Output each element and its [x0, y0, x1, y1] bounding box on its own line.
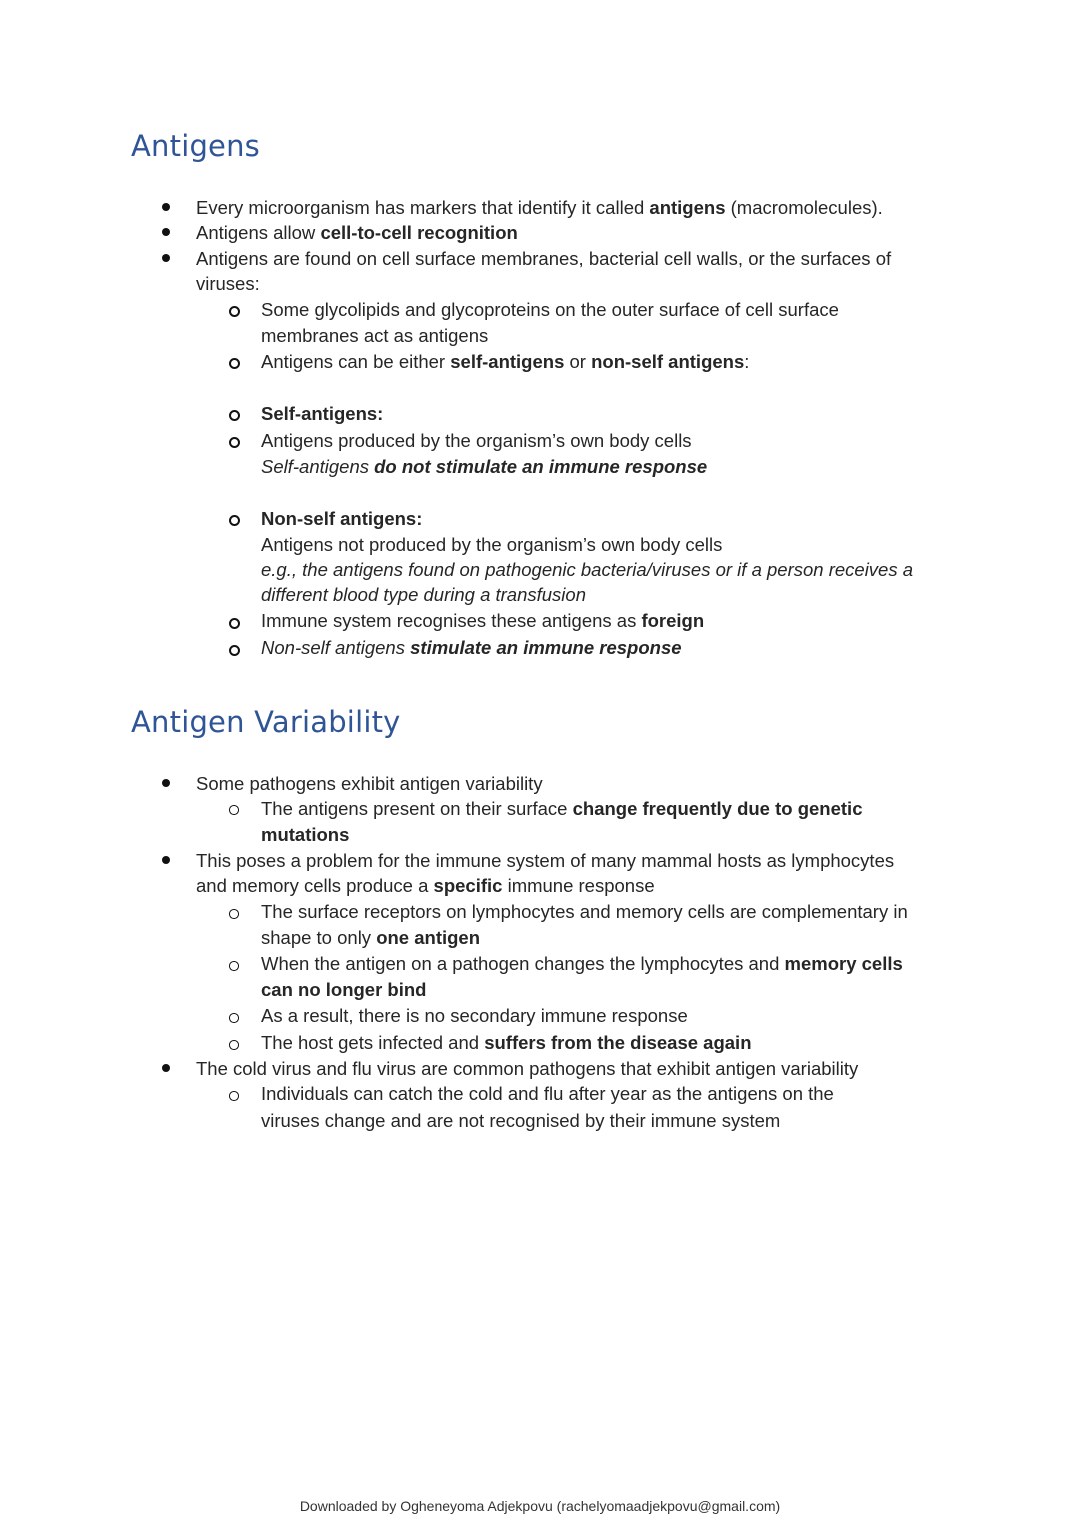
- download-footer: Downloaded by Ogheneyoma Adjekpovu (rachelyomaadjekpovu@gmail.com): [299, 1498, 781, 1514]
- paragraph: and memory cells produce a specific immune response: [196, 875, 655, 896]
- sub-bullet-icon: [229, 645, 240, 656]
- paragraph: Self-antigens do not stimulate an immune response: [261, 456, 708, 477]
- paragraph: The host gets infected and suffers from the disease again: [261, 1032, 752, 1053]
- heading-antigens: Antigens: [131, 129, 260, 163]
- paragraph: This poses a problem for the immune system of many mammal hosts as lymphocytes: [196, 850, 895, 871]
- paragraph: Self-antigens:: [261, 403, 384, 424]
- paragraph: Antigens not produced by the organism’s own body cells: [261, 534, 723, 555]
- sub-bullet-icon: [229, 1040, 239, 1050]
- sub-bullet-icon: [229, 961, 239, 971]
- sub-bullet-icon: [229, 410, 240, 421]
- sub-bullet-icon: [229, 909, 239, 919]
- sub-bullet-icon: [229, 306, 240, 317]
- paragraph: Some pathogens exhibit antigen variability: [196, 773, 543, 794]
- heading-antigen-variability: Antigen Variability: [131, 705, 401, 739]
- paragraph: The cold virus and flu virus are common pathogens that exhibit antigen variability: [196, 1058, 859, 1079]
- paragraph: shape to only one antigen: [261, 927, 481, 948]
- paragraph: Antigens can be either self-antigens or non-self antigens:: [261, 351, 750, 372]
- paragraph: Non-self antigens stimulate an immune response: [261, 637, 682, 658]
- paragraph: viruses:: [196, 273, 260, 294]
- bullet-icon: [162, 779, 170, 787]
- paragraph: viruses change and are not recognised by their immune system: [261, 1110, 781, 1131]
- paragraph: Individuals can catch the cold and flu after year as the antigens on the: [261, 1083, 834, 1104]
- paragraph: Antigens are found on cell surface membranes, bacterial cell walls, or the surfaces of: [196, 248, 892, 269]
- sub-bullet-icon: [229, 1013, 239, 1023]
- bullet-icon: [162, 228, 170, 236]
- paragraph: The surface receptors on lymphocytes and memory cells are complementary in: [261, 901, 908, 922]
- bullet-icon: [162, 203, 170, 211]
- paragraph: Some glycolipids and glycoproteins on the outer surface of cell surface: [261, 299, 839, 320]
- paragraph: can no longer bind: [261, 979, 427, 1000]
- paragraph: When the antigen on a pathogen changes the lymphocytes and memory cells: [261, 953, 903, 974]
- sub-bullet-icon: [229, 1091, 239, 1101]
- sub-bullet-icon: [229, 358, 240, 369]
- paragraph: Antigens allow cell-to-cell recognition: [196, 222, 518, 243]
- sub-bullet-icon: [229, 618, 240, 629]
- sub-bullet-icon: [229, 515, 240, 526]
- paragraph: Non-self antigens:: [261, 508, 423, 529]
- paragraph: Every microorganism has markers that identify it called antigens (macromolecules).: [196, 197, 883, 218]
- sub-bullet-icon: [229, 805, 239, 815]
- paragraph: mutations: [261, 824, 350, 845]
- paragraph: e.g., the antigens found on pathogenic bacteria/viruses or if a person receives a: [261, 559, 914, 580]
- bullet-icon: [162, 1064, 170, 1072]
- bullet-icon: [162, 856, 170, 864]
- paragraph: As a result, there is no secondary immune response: [261, 1005, 688, 1026]
- sub-bullet-icon: [229, 437, 240, 448]
- paragraph: Immune system recognises these antigens as foreign: [261, 610, 705, 631]
- paragraph: The antigens present on their surface change frequently due to genetic: [261, 798, 863, 819]
- paragraph: Antigens produced by the organism’s own body cells: [261, 430, 692, 451]
- paragraph: different blood type during a transfusion: [261, 584, 586, 605]
- bullet-icon: [162, 254, 170, 262]
- paragraph: membranes act as antigens: [261, 325, 489, 346]
